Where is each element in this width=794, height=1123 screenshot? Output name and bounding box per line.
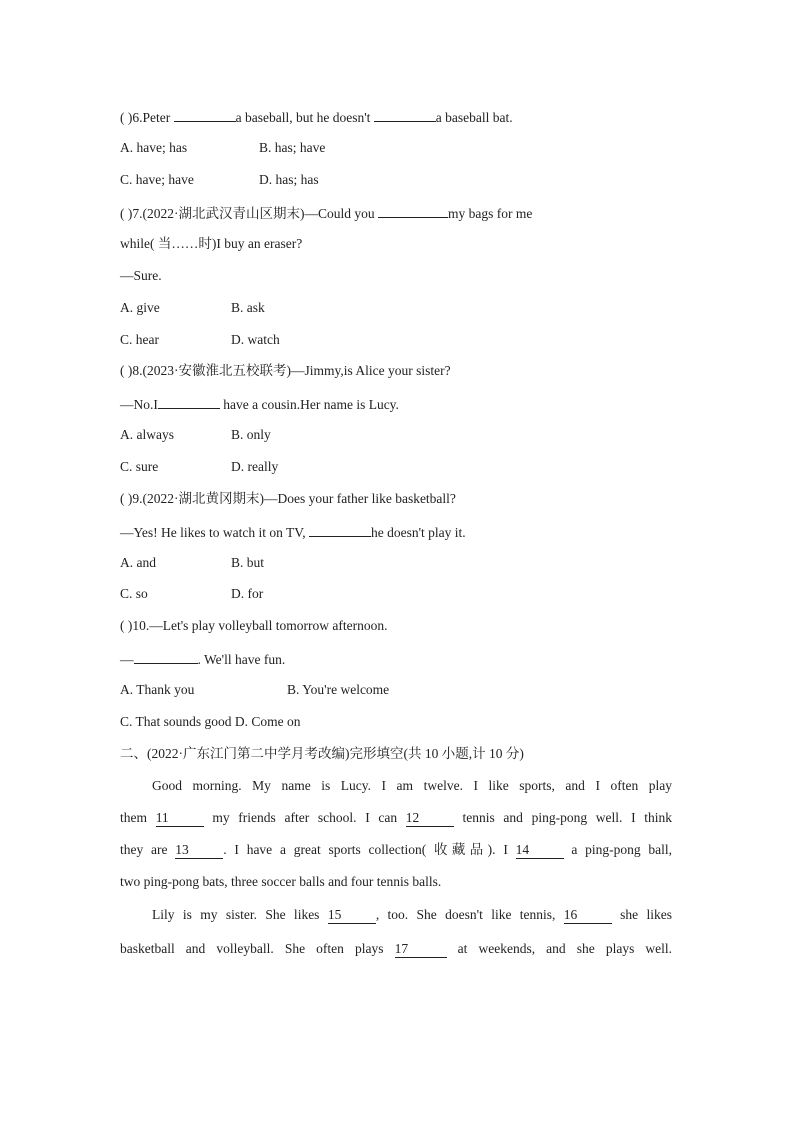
question-8-stem [120,362,451,380]
option-d: D. really [231,459,279,474]
passage-text: my friends after school. I can [212,810,398,825]
option-d: D. has; has [259,172,319,187]
passage-text: basketball and volleyball. She often plays [120,941,384,956]
option-c: C. sure [120,459,159,474]
answer-blank [158,394,220,409]
reply-text: —Yes! He likes to watch it on TV, [120,525,306,540]
question-7-options-row2 [120,331,280,349]
cloze-blank-14[interactable]: 14 [516,842,564,859]
passage-text: tennis and ping-pong well. I think [462,810,672,825]
question-7-stem-cont: while( 当……时)I buy an eraser? [120,236,303,251]
question-8-options-row2 [120,458,278,476]
option-b: B. has; have [259,140,326,155]
option-d: D. watch [231,332,280,347]
option-a: A. always [120,427,174,442]
cloze-blank-11[interactable]: 11 [156,810,204,827]
cloze-blank-16[interactable]: 16 [564,907,612,924]
question-7-options-row1 [120,299,265,317]
option-b: B. ask [231,300,265,315]
stem-text: 7.(2022·湖北武汉青山区期末)—Could you [132,206,375,221]
option-b: B. but [231,555,265,570]
question-6-options-row2 [120,171,319,189]
question-9-reply [120,522,466,542]
answer-paren: ( ) [120,206,133,221]
reply-text: he doesn't play it. [371,525,466,540]
cloze-blank-13[interactable]: 13 [175,842,223,859]
answer-blank [134,649,198,664]
passage-line: two ping-pong bats, three soccer balls and four tennis balls. [120,874,442,889]
passage-text: they are [120,842,168,857]
passage-line [120,841,672,859]
stem-text: 9.(2022·湖北黄冈期末)—Does your father like basketball? [132,491,456,506]
option-a: A. have; has [120,140,188,155]
question-8-reply [120,394,399,414]
option-b: B. only [231,427,271,442]
passage-text: them [120,810,147,825]
passage-text: . I have a great sports collection( 收藏品). I [223,842,508,857]
passage-text: at weekends, and she plays well. [457,941,673,956]
answer-paren: ( ) [120,110,133,125]
answer-blank [309,522,371,537]
reply-text: — [120,652,134,667]
answer-blank [174,107,236,122]
question-8-options-row1 [120,426,271,444]
reply-text: —No.I [120,397,158,412]
question-10-options-row2: C. That sounds good D. Come on [120,714,301,729]
stem-text: a baseball, but he doesn't [235,110,371,125]
question-7-stem [120,203,532,223]
passage-line: Good morning. My name is Lucy. I am twelve. I like sports, and I often play [152,778,672,793]
question-9-options-row1 [120,554,264,572]
option-a: A. Thank you [120,682,195,697]
question-10-reply [120,649,285,669]
option-a: A. and [120,555,156,570]
option-d: D. for [231,586,264,601]
cloze-blank-17[interactable]: 17 [395,941,447,958]
question-6-stem [120,107,513,127]
option-b: B. You're welcome [287,682,390,697]
stem-text: a baseball bat. [435,110,513,125]
option-c: C. hear [120,332,159,347]
answer-paren: ( ) [120,491,133,506]
answer-blank [374,107,436,122]
question-number: 6.Peter [132,110,171,125]
reply-text: . We'll have fun. [197,652,286,667]
option-c: C. have; have [120,172,194,187]
reply-text: have a cousin.Her name is Lucy. [223,397,399,412]
cloze-blank-15[interactable]: 15 [328,907,376,924]
question-7-answer: —Sure. [120,268,162,283]
passage-text: a ping-pong ball, [571,842,673,857]
passage-text: Lily is my sister. She likes [152,907,320,922]
stem-text: my bags for me [448,206,533,221]
question-10-stem [120,617,388,635]
question-9-options-row2 [120,585,263,603]
answer-paren: ( ) [120,363,133,378]
section-2-heading: 二、(2022·广东江门第二中学月考改编)完形填空(共 10 小题,计 10 分) [120,746,524,761]
answer-paren: ( ) [120,618,133,633]
passage-text: she likes [620,907,673,922]
answer-blank [378,203,448,218]
passage-line [120,906,672,924]
stem-text: 10.—Let's play volleyball tomorrow afternoon. [132,618,388,633]
question-9-stem [120,490,456,508]
option-a: A. give [120,300,160,315]
cloze-blank-12[interactable]: 12 [406,810,454,827]
question-6-options-row1 [120,139,325,157]
option-c: C. so [120,586,148,601]
question-10-options-row1 [120,681,389,699]
passage-line [120,809,672,827]
passage-text: , too. She doesn't like tennis, [375,907,556,922]
stem-text: 8.(2023·安徽淮北五校联考)—Jimmy,is Alice your sister? [132,363,451,378]
passage-line [120,940,672,958]
